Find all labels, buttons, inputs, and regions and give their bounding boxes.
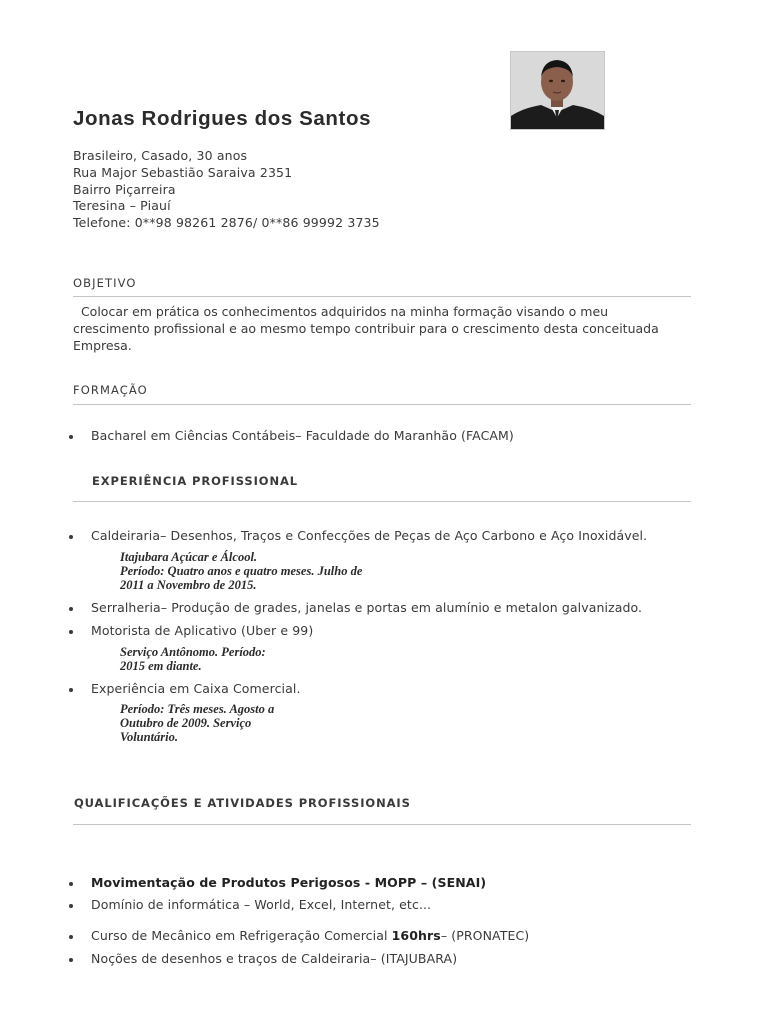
detail-line: 2015 em diante. bbox=[120, 658, 202, 673]
qualification-hours: 160hrs bbox=[391, 928, 441, 943]
detail-line: Voluntário. bbox=[120, 729, 179, 744]
qualification-text: Curso de Mecânico em Refrigeração Comercial bbox=[91, 928, 392, 943]
section-divider bbox=[73, 824, 691, 825]
section-divider bbox=[73, 296, 691, 297]
section-heading-education: FORMAÇÃO bbox=[73, 383, 148, 397]
profile-photo bbox=[510, 51, 605, 130]
address-neighborhood: Bairro Piçarreira bbox=[73, 181, 176, 197]
experience-item-motorista: Motorista de Aplicativo (Uber e 99) bbox=[91, 623, 314, 638]
experience-item-serralheria: Serralheria– Produção de grades, janelas e portas em alumínio e metalon galvanizado. bbox=[91, 600, 643, 615]
section-heading-objective: OBJETIVO bbox=[73, 276, 137, 290]
detail-line: Serviço Antônomo. Período: bbox=[120, 645, 266, 659]
phone-line: Telefone: 0**98 98261 2876/ 0**86 99992 3735 bbox=[73, 215, 380, 231]
section-divider bbox=[73, 404, 691, 405]
qualification-item-mopp: Movimentação de Produtos Perigosos - MOPP – (SENAI) bbox=[91, 875, 487, 890]
experience-detail-motorista bbox=[120, 646, 266, 674]
detail-line: Outubro de 2009. Serviço bbox=[120, 715, 252, 730]
objective-text bbox=[73, 304, 685, 354]
qualification-item-refrigeracao bbox=[91, 928, 529, 943]
qualification-institution: – (PRONATEC) bbox=[440, 928, 530, 943]
section-divider bbox=[73, 501, 691, 502]
detail-line: Período: Três meses. Agosto a bbox=[120, 702, 275, 716]
education-item: Bacharel em Ciências Contábeis– Faculdade do Maranhão (FACAM) bbox=[91, 428, 514, 443]
qualification-item-informatica: Domínio de informática – World, Excel, Internet, etc... bbox=[91, 897, 432, 912]
experience-item-caixa: Experiência em Caixa Comercial. bbox=[91, 681, 301, 696]
detail-line: 2011 a Novembro de 2015. bbox=[120, 577, 257, 592]
qualification-item-caldeiraria: Noções de desenhos e traços de Caldeiraria– (ITAJUBARA) bbox=[91, 951, 458, 966]
experience-detail-caixa bbox=[120, 703, 274, 744]
experience-item-caldeiraria: Caldeiraria– Desenhos, Traços e Confecções de Peças de Aço Carbono e Aço Inoxidável. bbox=[91, 528, 648, 543]
section-heading-qualifications: QUALIFICAÇÕES E ATIVIDADES PROFISSIONAIS bbox=[74, 796, 411, 810]
personal-info-line: Brasileiro, Casado, 30 anos bbox=[73, 148, 248, 163]
contact-info bbox=[73, 148, 380, 232]
objective-paragraph: Colocar em prática os conhecimentos adquiridos na minha formação visando o meu crescimento profissional e ao mesmo tempo contribuir para o crescimento desta conceituada Empresa. bbox=[73, 304, 659, 353]
detail-line: Período: Quatro anos e quatro meses. Julho de bbox=[120, 563, 363, 578]
detail-line: Itajubara Açúcar e Álcool. bbox=[120, 550, 258, 564]
person-photo-icon bbox=[511, 52, 604, 129]
address-street: Rua Major Sebastião Saraiva 2351 bbox=[73, 164, 293, 180]
candidate-name: Jonas Rodrigues dos Santos bbox=[73, 107, 372, 130]
experience-detail-caldeiraria bbox=[120, 551, 362, 592]
address-city: Teresina – Piauí bbox=[73, 198, 171, 214]
section-heading-experience: EXPERIÊNCIA PROFISSIONAL bbox=[92, 474, 298, 488]
